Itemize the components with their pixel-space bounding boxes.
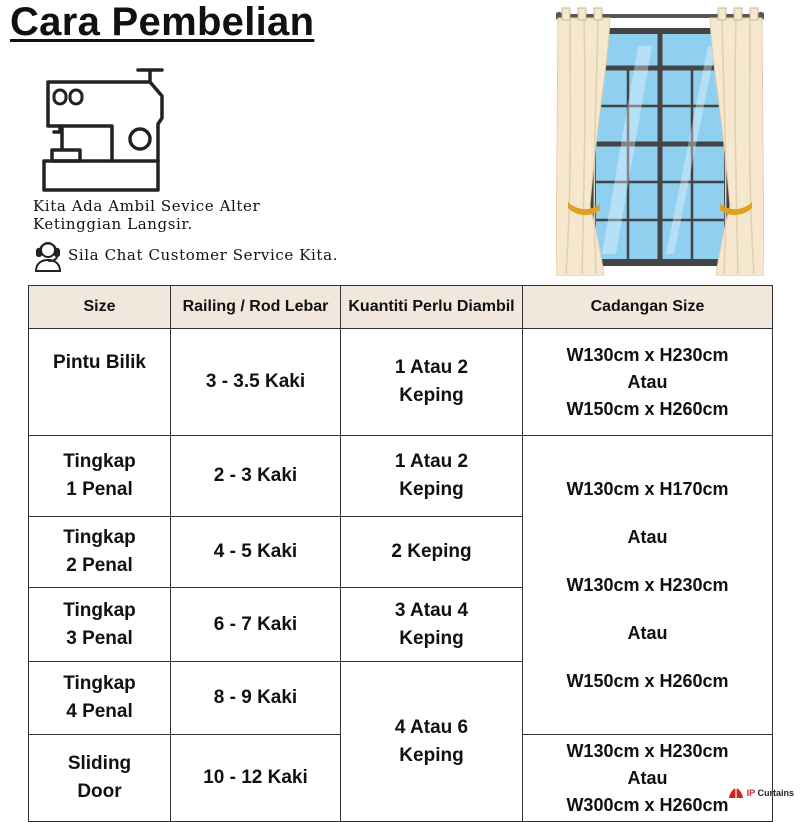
curtain-window-illustration bbox=[556, 6, 764, 276]
size-cell bbox=[29, 662, 171, 735]
brand-watermark bbox=[728, 787, 794, 799]
rod-cell: 4 - 5 Kaki bbox=[171, 517, 341, 588]
suggested-size-cell bbox=[523, 436, 773, 735]
rod-cell: 2 - 3 Kaki bbox=[171, 436, 341, 517]
size-cell bbox=[29, 517, 171, 588]
rod-cell: 10 - 12 Kaki bbox=[171, 735, 341, 822]
header-rod-width: Railing / Rod Lebar bbox=[171, 286, 341, 329]
size-label: 4 Penal bbox=[66, 701, 133, 722]
quantity-line: 2 Keping bbox=[391, 541, 472, 562]
suggested-size-cell bbox=[523, 735, 773, 822]
size-label: Door bbox=[77, 781, 122, 802]
quantity-cell bbox=[341, 436, 523, 517]
chat-text: Sila Chat Customer Service Kita. bbox=[68, 246, 338, 264]
brand-full: Curtains bbox=[757, 788, 794, 798]
quantity-line: Keping bbox=[399, 627, 464, 649]
brand-name bbox=[747, 788, 794, 798]
quantity-cell bbox=[341, 588, 523, 662]
brand-short: IP bbox=[746, 788, 755, 798]
suggested-size-line: W130cm x H230cm bbox=[566, 344, 729, 365]
size-label: Tingkap bbox=[63, 599, 136, 621]
suggested-size-line: W130cm x H170cm bbox=[566, 479, 729, 499]
header-size: Size bbox=[29, 286, 171, 329]
size-cell bbox=[29, 588, 171, 662]
size-label: Sliding bbox=[67, 753, 132, 774]
note-line-2: Ketinggian Langsir. bbox=[33, 215, 193, 233]
rod-cell: 3 - 3.5 Kaki bbox=[171, 329, 341, 436]
suggested-size-line: Atau bbox=[627, 623, 668, 643]
size-label: Tingkap bbox=[63, 451, 136, 472]
rod-cell: 6 - 7 Kaki bbox=[171, 588, 341, 662]
size-label: Tingkap bbox=[63, 673, 136, 694]
suggested-size-line: W130cm x H230cm bbox=[566, 575, 729, 595]
table-row bbox=[29, 329, 773, 436]
suggested-size-line: W130cm x H230cm bbox=[566, 740, 729, 761]
header-quantity: Kuantiti Perlu Diambil bbox=[341, 286, 523, 329]
size-label: 3 Penal bbox=[66, 627, 133, 649]
suggested-size-line: Atau bbox=[627, 527, 668, 547]
table-row bbox=[29, 436, 773, 517]
sewing-machine-icon bbox=[40, 66, 170, 194]
alter-service-note bbox=[33, 197, 260, 233]
size-guide-table bbox=[28, 285, 773, 822]
size-cell bbox=[29, 436, 171, 517]
quantity-cell bbox=[341, 329, 523, 436]
rod-cell: 8 - 9 Kaki bbox=[171, 662, 341, 735]
suggested-size-cell bbox=[523, 329, 773, 436]
size-label: Tingkap bbox=[63, 527, 136, 548]
chat-instruction bbox=[32, 238, 338, 272]
quantity-line: 4 Atau 6 bbox=[394, 716, 469, 738]
quantity-line: Keping bbox=[399, 744, 464, 766]
size-label: Pintu Bilik bbox=[53, 352, 146, 373]
suggested-size-line: W300cm x H260cm bbox=[566, 794, 729, 815]
suggested-size-line: W150cm x H260cm bbox=[566, 398, 729, 419]
customer-service-icon bbox=[32, 238, 64, 272]
brand-logo-icon bbox=[728, 787, 744, 799]
suggested-size-line: Atau bbox=[627, 767, 668, 788]
size-cell bbox=[29, 329, 171, 436]
suggested-size-line: Atau bbox=[627, 371, 668, 392]
quantity-cell bbox=[341, 662, 523, 822]
quantity-line: Keping bbox=[399, 479, 464, 500]
quantity-cell bbox=[341, 517, 523, 588]
size-label: 2 Penal bbox=[66, 555, 133, 576]
note-line-1: Kita Ada Ambil Sevice Alter bbox=[33, 197, 261, 215]
quantity-line: 3 Atau 4 bbox=[394, 599, 469, 621]
header-suggested-size: Cadangan Size bbox=[523, 286, 773, 329]
size-label: 1 Penal bbox=[66, 479, 133, 500]
quantity-line: Keping bbox=[399, 385, 464, 406]
table-header-row bbox=[29, 286, 773, 329]
quantity-line: 1 Atau 2 bbox=[394, 357, 469, 378]
size-cell bbox=[29, 735, 171, 822]
suggested-size-line: W150cm x H260cm bbox=[566, 671, 729, 691]
page-title: Cara Pembelian bbox=[10, 0, 315, 44]
quantity-line: 1 Atau 2 bbox=[394, 451, 469, 472]
